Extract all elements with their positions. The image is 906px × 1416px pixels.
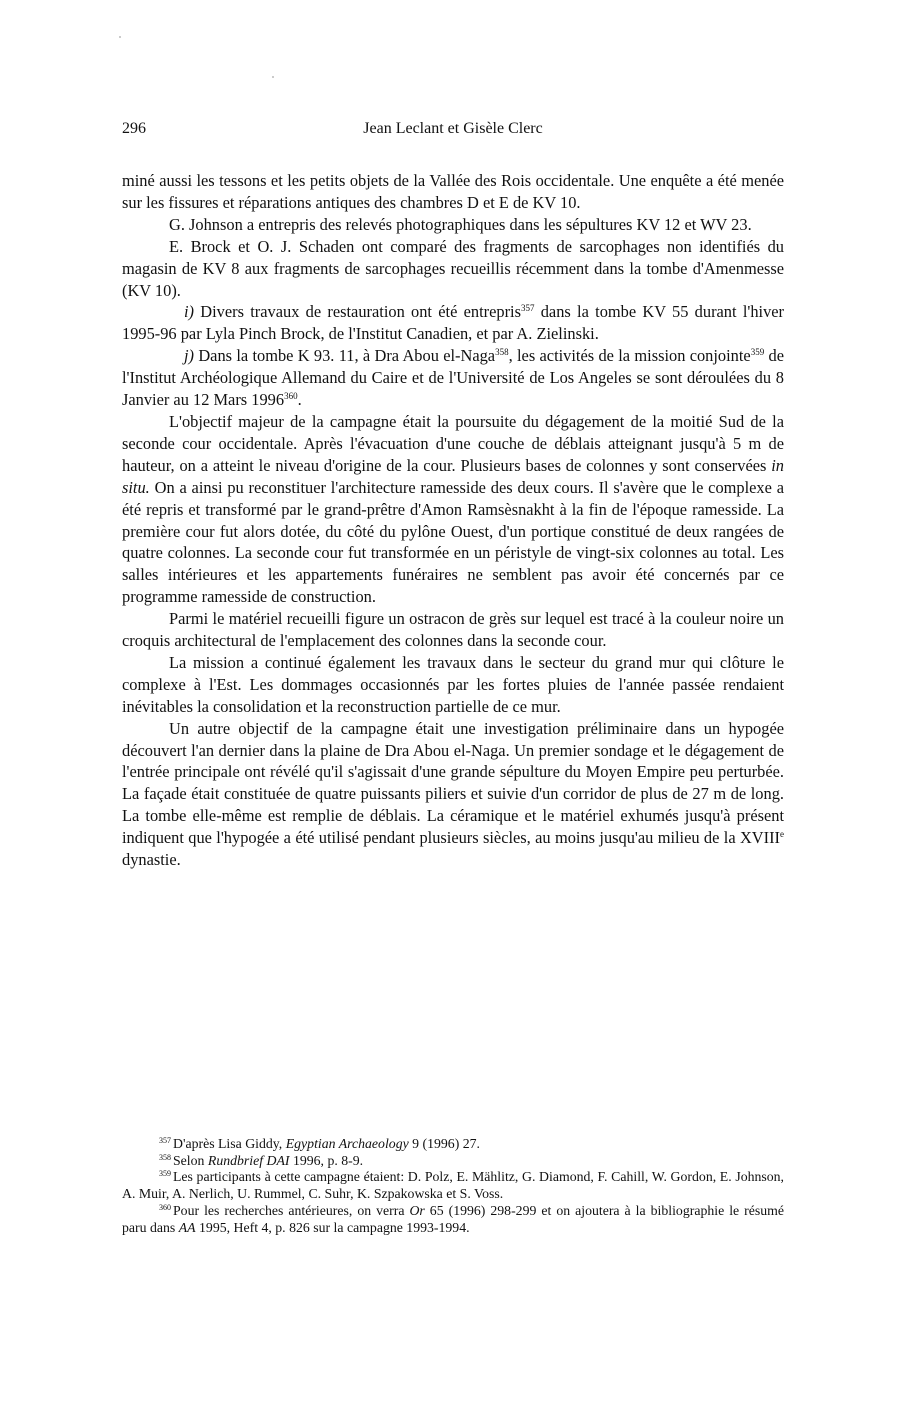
- footnote-text: D'après Lisa Giddy,: [173, 1136, 286, 1151]
- footnote-italic: Or: [409, 1202, 425, 1218]
- footnote-text: Les participants à cette campagne étaient: D. Polz, E. Mählitz, G. Diamond, F. Cahill, W. Gordon, E. Johnson, A. Muir, A. Nerlich, U. Rummel, C. Suhr, K. Szpakowska et S. Voss.: [122, 1169, 784, 1202]
- footnote-number: 360: [159, 1202, 171, 1212]
- footnote-italic: Rundbrief DAI: [207, 1152, 290, 1168]
- paragraph-text: , les activités de la mission conjointe: [508, 346, 751, 366]
- footnote-358: [122, 1153, 784, 1170]
- footnote-number: 358: [159, 1152, 171, 1162]
- document-page: [122, 118, 784, 871]
- footnotes: [122, 1136, 784, 1236]
- paragraph-ostracon: Parmi le matériel recueilli figure un ostracon de grès sur lequel est tracé à la couleur noire un croquis architectural de l'emplacement des colonnes dans la seconde cour.: [122, 609, 784, 651]
- footnote-357: [122, 1136, 784, 1153]
- footnote-360: [122, 1203, 784, 1236]
- footnote-ref-359[interactable]: 359: [750, 347, 765, 358]
- footnote-number: 357: [159, 1136, 171, 1145]
- paragraph-johnson: G. Johnson a entrepris des relevés photographiques dans les sépultures KV 12 et WV 23.: [169, 214, 752, 234]
- footnote-text: 65 (1996) 298-299 et on ajoutera à la bibliographie le résumé paru dans: [122, 1202, 784, 1235]
- scan-speck: [272, 76, 274, 78]
- superscript-e: e: [780, 829, 784, 840]
- running-head-authors: Jean Leclant et Gisèle Clerc: [363, 120, 543, 137]
- paragraph-objectif: [122, 411, 784, 608]
- running-head: [122, 118, 784, 144]
- paragraph-text: Un autre objectif de la campagne était une investigation préliminaire dans un hypogée découvert l'an dernier dans la plaine de Dra Abou el-Naga. Un premier sondage et le dégagement de l'entrée principale ont révélé qu'il s'agissait d'une grande sépulture du Moyen Empire peu perturbée. La façade était constituée de quatre puissants piliers et suivie d'un corridor de plus de 27 m de long. La tombe elle-même est remplie de déblais. La céramique et le matériel exhumés jusqu'à présent indiquent que l'hypogée a été utilisé pendant plusieurs siècles, au moins jusqu'au milieu de la XVIII: [122, 718, 784, 848]
- italic-in-situ: in situ.: [122, 455, 784, 497]
- paragraph-text: On a ainsi pu reconstituer l'architecture ramesside des deux cours. Il s'avère que le complexe a été repris et transformé par le grand-prêtre d'Amon Ramsèsnakht à la fin de l'époque ramesside. La première cour fut alors dotée, du côté du pylône Ouest, d'un portique constitué de deux rangées de quatre colonnes. La seconde cour fut transformée en un péristyle de vingt-six colonnes au total. Les salles intérieures et les appartements funéraires ne semblent pas avoir été concernés par ce programme ramesside de construction.: [122, 477, 784, 607]
- footnote-ref-358[interactable]: 358: [495, 347, 509, 358]
- footnote-text: 1996, p. 8-9.: [289, 1152, 364, 1168]
- footnote-number: 359: [159, 1169, 171, 1179]
- item-label-i: i): [184, 302, 195, 322]
- paragraph-text: dynastie.: [122, 850, 181, 870]
- footnote-text: Pour les recherches antérieures, on verra: [173, 1202, 410, 1218]
- footnote-text: Selon: [173, 1152, 208, 1168]
- footnote-text: 9 (1996) 27.: [408, 1136, 480, 1151]
- paragraph-text: L'objectif majeur de la campagne était la poursuite du dégagement de la moitié Sud de la seconde cour occidentale. Après l'évacuation d'une couche de déblais atteignant jusqu'à 5 m de hauteur, on a atteint le niveau d'origine de la cour. Plusieurs bases de colonnes y sont conservées: [122, 411, 784, 475]
- paragraph-item-i: [122, 301, 784, 345]
- footnote-italic: Egyptian Archaeology: [285, 1136, 409, 1151]
- body-text: [122, 170, 784, 871]
- page-number: 296: [122, 120, 146, 137]
- paragraph-grand-mur: La mission a continué également les travaux dans le secteur du grand mur qui clôture le complexe à l'Est. Les dommages occasionnés par les fortes pluies de l'année passée rendaient inévitables la consolidation et la reconstruction partielle de ce mur.: [122, 652, 784, 716]
- paragraph-text: .: [297, 390, 302, 410]
- paragraph-hypogee: [122, 718, 784, 871]
- footnote-ref-357[interactable]: 357: [520, 303, 535, 314]
- paragraph-continuation: miné aussi les tessons et les petits objets de la Vallée des Rois occidentale. Une enquête a été menée sur les fissures et réparations antiques des chambres D et E de KV 10.: [122, 171, 784, 212]
- paragraph-text: Dans la tombe K 93. 11, à Dra Abou el-Naga: [194, 346, 496, 366]
- scan-speck: [119, 36, 121, 38]
- footnote-ref-360[interactable]: 360: [284, 391, 298, 402]
- item-label-j: j): [184, 346, 195, 366]
- paragraph-item-j: [122, 345, 784, 411]
- footnote-359: [122, 1169, 784, 1202]
- paragraph-text: Divers travaux de restauration ont été entrepris: [194, 302, 521, 322]
- footnote-text: 1995, Heft 4, p. 826 sur la campagne 1993-1994.: [195, 1219, 470, 1235]
- paragraph-text: dans la tombe KV 55 durant l'hiver 1995-96 par Lyla Pinch Brock, de l'Institut Canadien, et par A. Zielinski.: [122, 302, 784, 344]
- paragraph-text: de l'Institut Archéologique Allemand du Caire et de l'Université de Los Angeles se sont déroulées du 8 Janvier au 12 Mars 1996: [122, 346, 784, 410]
- paragraph-brock-schaden: E. Brock et O. J. Schaden ont comparé des fragments de sarcophages non identifiés du magasin de KV 8 aux fragments de sarcophages recueillis récemment dans la tombe d'Amenmesse (KV 10).: [122, 236, 784, 300]
- footnote-italic: AA: [178, 1219, 196, 1235]
